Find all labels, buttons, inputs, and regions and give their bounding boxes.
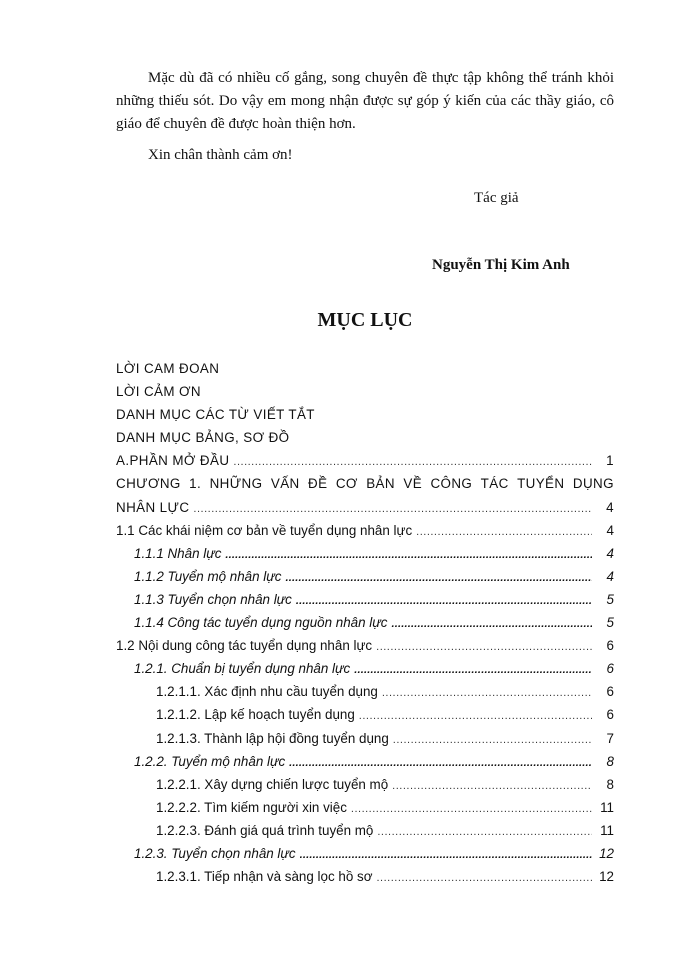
toc-entry-label: 1.2.2. Tuyển mộ nhân lực: [134, 753, 286, 769]
dot-leader: [382, 682, 592, 705]
toc-subsection[interactable]: [116, 750, 614, 773]
toc-entry-label: 1.2.2.2. Tìm kiếm người xin việc: [156, 799, 347, 815]
toc-subsection[interactable]: [116, 542, 614, 565]
author-role: Tác giả: [474, 190, 519, 206]
toc-part-a[interactable]: [116, 449, 614, 472]
toc-entry-label: 1.1.4 Công tác tuyển dụng nguồn nhân lực: [134, 615, 388, 631]
toc-page-number: 6: [606, 661, 614, 677]
dot-leader: [300, 844, 592, 867]
toc-front-item[interactable]: [116, 380, 614, 403]
chapter-word: BẢN: [366, 476, 395, 492]
dot-leader: [376, 867, 592, 890]
chapter-word: CÔNG: [430, 476, 473, 492]
intro-paragraph: Mặc dù đã có nhiều cố gắng, song chuyên đề thực tập không thể tránh khỏi những thiếu sót. Do vậy em mong nhận được sự góp ý kiến của các thầy giáo, cô giáo để chuyên đề được hoàn thiện hơn.: [116, 70, 614, 132]
toc-page-number: 8: [606, 776, 614, 792]
chapter-word: DỤNG: [572, 476, 614, 492]
toc-entry-label: 1.1.1 Nhân lực: [134, 545, 222, 561]
toc-entry-label: LỜI CẢM ƠN: [116, 384, 201, 400]
toc-chapter-1[interactable]: [116, 496, 614, 519]
toc-entry-label: 1.1 Các khái niệm cơ bản về tuyển dụng nhân lực: [116, 522, 413, 538]
dot-leader: [225, 544, 592, 567]
toc-entry-label: 1.2.3.1. Tiếp nhận và sàng lọc hồ sơ: [156, 869, 373, 885]
toc-page-number: 6: [606, 684, 614, 700]
dot-leader: [233, 451, 592, 474]
chapter-word: TUYỂN: [517, 476, 565, 492]
dot-leader: [193, 498, 592, 521]
toc-entry-label: 1.2.3. Tuyển chọn nhân lực: [134, 845, 296, 861]
toc-entry-label: LỜI CAM ĐOAN: [116, 361, 220, 376]
toc-subsubsection[interactable]: [116, 819, 614, 842]
dot-leader: [391, 613, 592, 636]
toc-subsection[interactable]: [116, 842, 614, 865]
dot-leader: [285, 567, 592, 590]
dot-leader: [416, 521, 592, 544]
toc-section[interactable]: [116, 519, 614, 542]
dot-leader: [392, 775, 592, 798]
toc-subsubsection[interactable]: [116, 796, 614, 819]
toc-entry-label: 1.2.2.3. Đánh giá quá trình tuyển mộ: [156, 822, 374, 838]
chapter-word: TÁC: [480, 476, 509, 492]
toc-page-number: 8: [606, 753, 614, 769]
dot-leader: [351, 798, 592, 821]
toc-front-item[interactable]: [116, 426, 614, 449]
chapter-word: VỀ: [403, 476, 423, 492]
chapter-word: ĐỀ: [308, 476, 328, 492]
toc-page-number: 4: [606, 522, 614, 538]
toc-title: MỤC LỤC: [317, 309, 413, 331]
toc-subsubsection[interactable]: [116, 680, 614, 703]
toc-subsection[interactable]: [116, 657, 614, 680]
toc-front-item[interactable]: [116, 403, 614, 426]
toc-front-item[interactable]: [116, 357, 614, 380]
toc-entry-label: 1.1.3 Tuyển chọn nhân lực: [134, 591, 292, 607]
chapter-word: NHỮNG: [209, 476, 263, 492]
toc-entry-label: DANH MỤC CÁC TỪ VIẾT TẮT: [116, 407, 315, 423]
toc-section[interactable]: [116, 634, 614, 657]
toc-subsubsection[interactable]: [116, 773, 614, 796]
toc-page-number: 4: [606, 545, 614, 561]
toc-page-number: 1: [606, 453, 614, 469]
dot-leader: [289, 752, 592, 775]
toc-entry-label: A.PHẦN MỞ ĐẦU: [116, 453, 230, 469]
toc-entry-label: 1.2.1.3. Thành lập hội đồng tuyển dụng: [156, 730, 389, 746]
toc-entry-label: NHÂN LỰC: [116, 499, 190, 515]
toc-entry-label: 1.1.2 Tuyển mộ nhân lực: [134, 568, 282, 584]
toc-entry-label: DANH MỤC BẢNG, SƠ ĐỒ: [116, 430, 290, 446]
toc-page-number: 12: [599, 869, 614, 885]
author-name: Nguyễn Thị Kim Anh: [432, 257, 570, 273]
toc-page-number: 5: [606, 615, 614, 631]
toc-subsubsection[interactable]: [116, 703, 614, 726]
table-of-contents: [116, 357, 614, 888]
chapter-word: CHƯƠNG: [116, 476, 181, 492]
toc-entry-label: 1.2.1. Chuẩn bị tuyển dụng nhân lực: [134, 661, 351, 677]
thanks-line: Xin chân thành cảm ơn!: [148, 147, 293, 163]
toc-subsection[interactable]: [116, 588, 614, 611]
toc-entry-label: 1.2.2.1. Xây dựng chiến lược tuyển mộ: [156, 776, 389, 792]
chapter-word: CƠ: [335, 476, 358, 492]
chapter-word: 1.: [189, 476, 202, 492]
toc-subsubsection[interactable]: [116, 865, 614, 888]
toc-subsubsection[interactable]: [116, 727, 614, 750]
dot-leader: [354, 659, 592, 682]
toc-page-number: 5: [606, 591, 614, 607]
toc-entry-label: 1.2.1.2. Lập kế hoạch tuyển dụng: [156, 707, 355, 723]
toc-entry-label: 1.2.1.1. Xác định nhu cầu tuyển dụng: [156, 684, 378, 700]
toc-page-number: 12: [599, 845, 614, 861]
toc-page-number: 7: [606, 730, 614, 746]
dot-leader: [376, 636, 592, 659]
toc-page-number: 4: [606, 499, 614, 515]
toc-page-number: 11: [600, 799, 614, 815]
dot-leader: [359, 705, 592, 728]
toc-page-number: 6: [606, 707, 614, 723]
toc-entry-label: 1.2 Nội dung công tác tuyển dụng nhân lực: [116, 638, 373, 654]
dot-leader: [393, 729, 592, 752]
toc-chapter-1-heading[interactable]: [116, 472, 614, 495]
toc-page-number: 4: [606, 568, 614, 584]
toc-page-number: 6: [606, 638, 614, 654]
dot-leader: [296, 590, 592, 613]
toc-subsection[interactable]: [116, 611, 614, 634]
toc-page-number: 11: [600, 822, 614, 838]
toc-subsection[interactable]: [116, 565, 614, 588]
dot-leader: [377, 821, 592, 844]
chapter-word: VẤN: [270, 476, 300, 492]
